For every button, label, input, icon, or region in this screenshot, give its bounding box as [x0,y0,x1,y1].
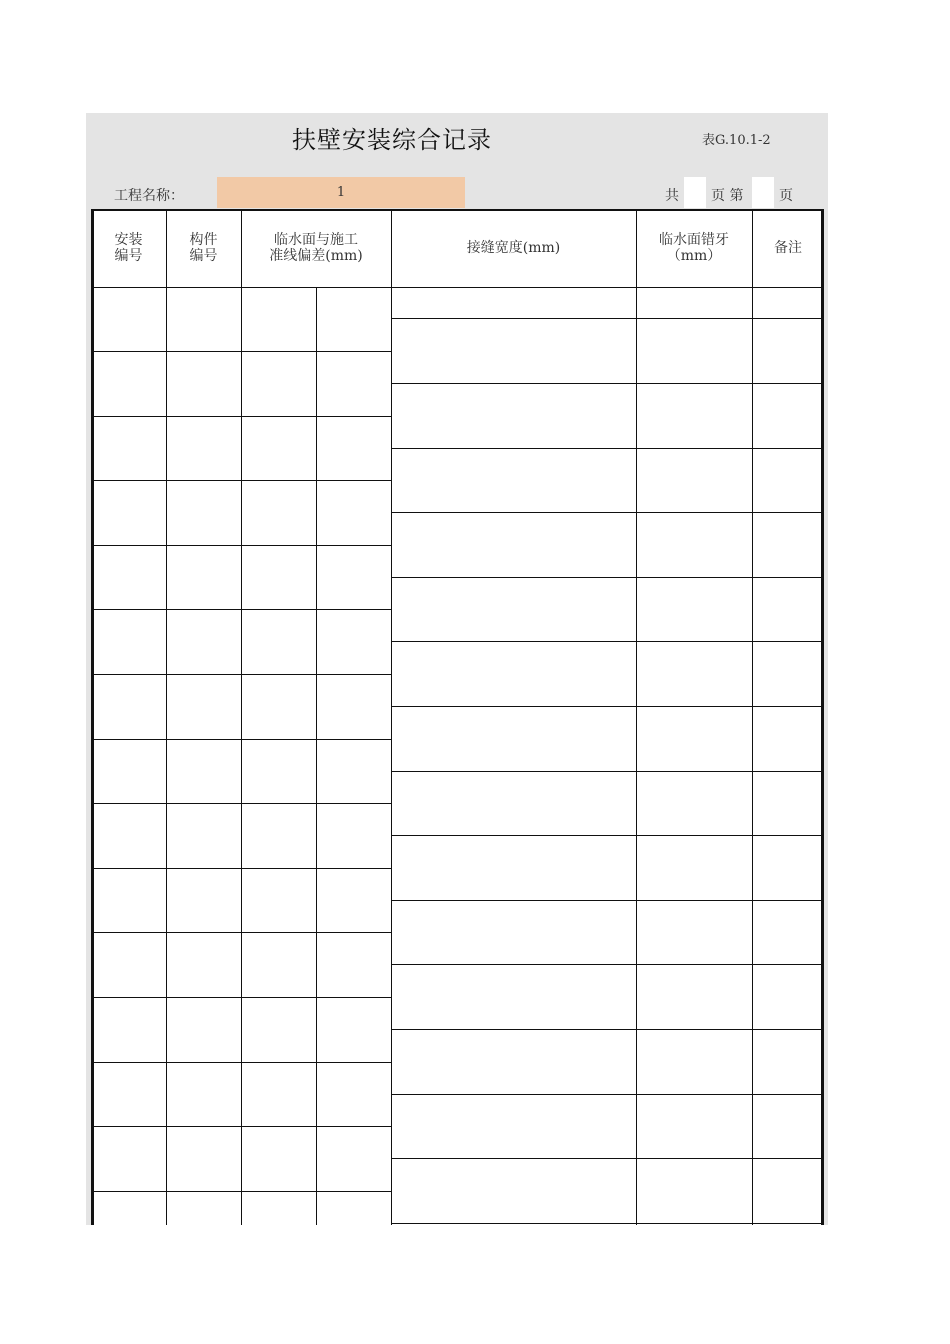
col-header-install-no [91,209,166,287]
col-header-seam-width [391,209,636,287]
row-line-left [91,1191,391,1192]
col-header-remark [752,209,824,287]
col-line-1 [166,209,167,1225]
table-border-left [91,209,94,1225]
table-border-top [91,209,824,211]
page-title: 扶壁安装综合记录 [292,126,492,154]
total-pages-field[interactable] [684,177,706,208]
page-suffix-label: 页 [779,188,793,204]
form-number: 表G.10.1-2 [702,133,771,148]
row-line-left [91,674,391,675]
row-line-right [391,1029,824,1030]
project-name-field[interactable] [217,177,465,208]
row-line-left [91,803,391,804]
project-name-value: 1 [336,185,346,200]
col-header-deviation [241,209,391,287]
row-line-right [391,1158,824,1159]
record-table [91,209,824,1225]
row-line-right [391,835,824,836]
row-line-right [391,771,824,772]
row-line-left [91,932,391,933]
col-line-4 [636,209,637,1225]
col-header-seam-width-label: 接缝宽度(mm) [466,240,561,256]
row-line-right [391,318,824,319]
row-line-left [91,868,391,869]
row-line-left [91,416,391,417]
total-pages-label: 共 [665,188,679,204]
current-page-field[interactable] [752,177,774,208]
row-line-right [391,641,824,642]
row-line-left [91,480,391,481]
row-line-right [391,900,824,901]
row-line-left [91,1126,391,1127]
col-line-3 [391,209,392,1225]
row-line-left [91,545,391,546]
row-line-left [91,1062,391,1063]
col-line-deviation-split [316,287,317,1225]
col-header-part-no [166,209,241,287]
row-line-left [91,609,391,610]
project-name-label: 工程名称： [114,188,184,204]
row-line-right [391,964,824,965]
col-header-deviation-label: 临水面与施工 准线偏差(mm) [269,232,363,264]
row-line-right [391,577,824,578]
row-line-right [391,512,824,513]
row-line-right [391,706,824,707]
row-line-left [91,739,391,740]
row-line-right [391,1094,824,1095]
row-line-right [391,1223,824,1224]
row-line-right [391,448,824,449]
row-line-left [91,997,391,998]
table-border-right [821,209,824,1225]
row-line-left [91,351,391,352]
row-line-right [391,383,824,384]
header-separator [91,287,824,288]
col-header-install-no-label: 安装 编号 [114,232,143,264]
col-line-2 [241,209,242,1225]
col-header-misalignment [636,209,752,287]
col-header-misalignment-label: 临水面错牙 （mm） [659,232,729,264]
col-header-remark-label: 备注 [774,240,802,256]
col-line-5 [752,209,753,1225]
page-mid-label: 页 第 [711,188,744,204]
col-header-part-no-label: 构件 编号 [189,232,218,264]
